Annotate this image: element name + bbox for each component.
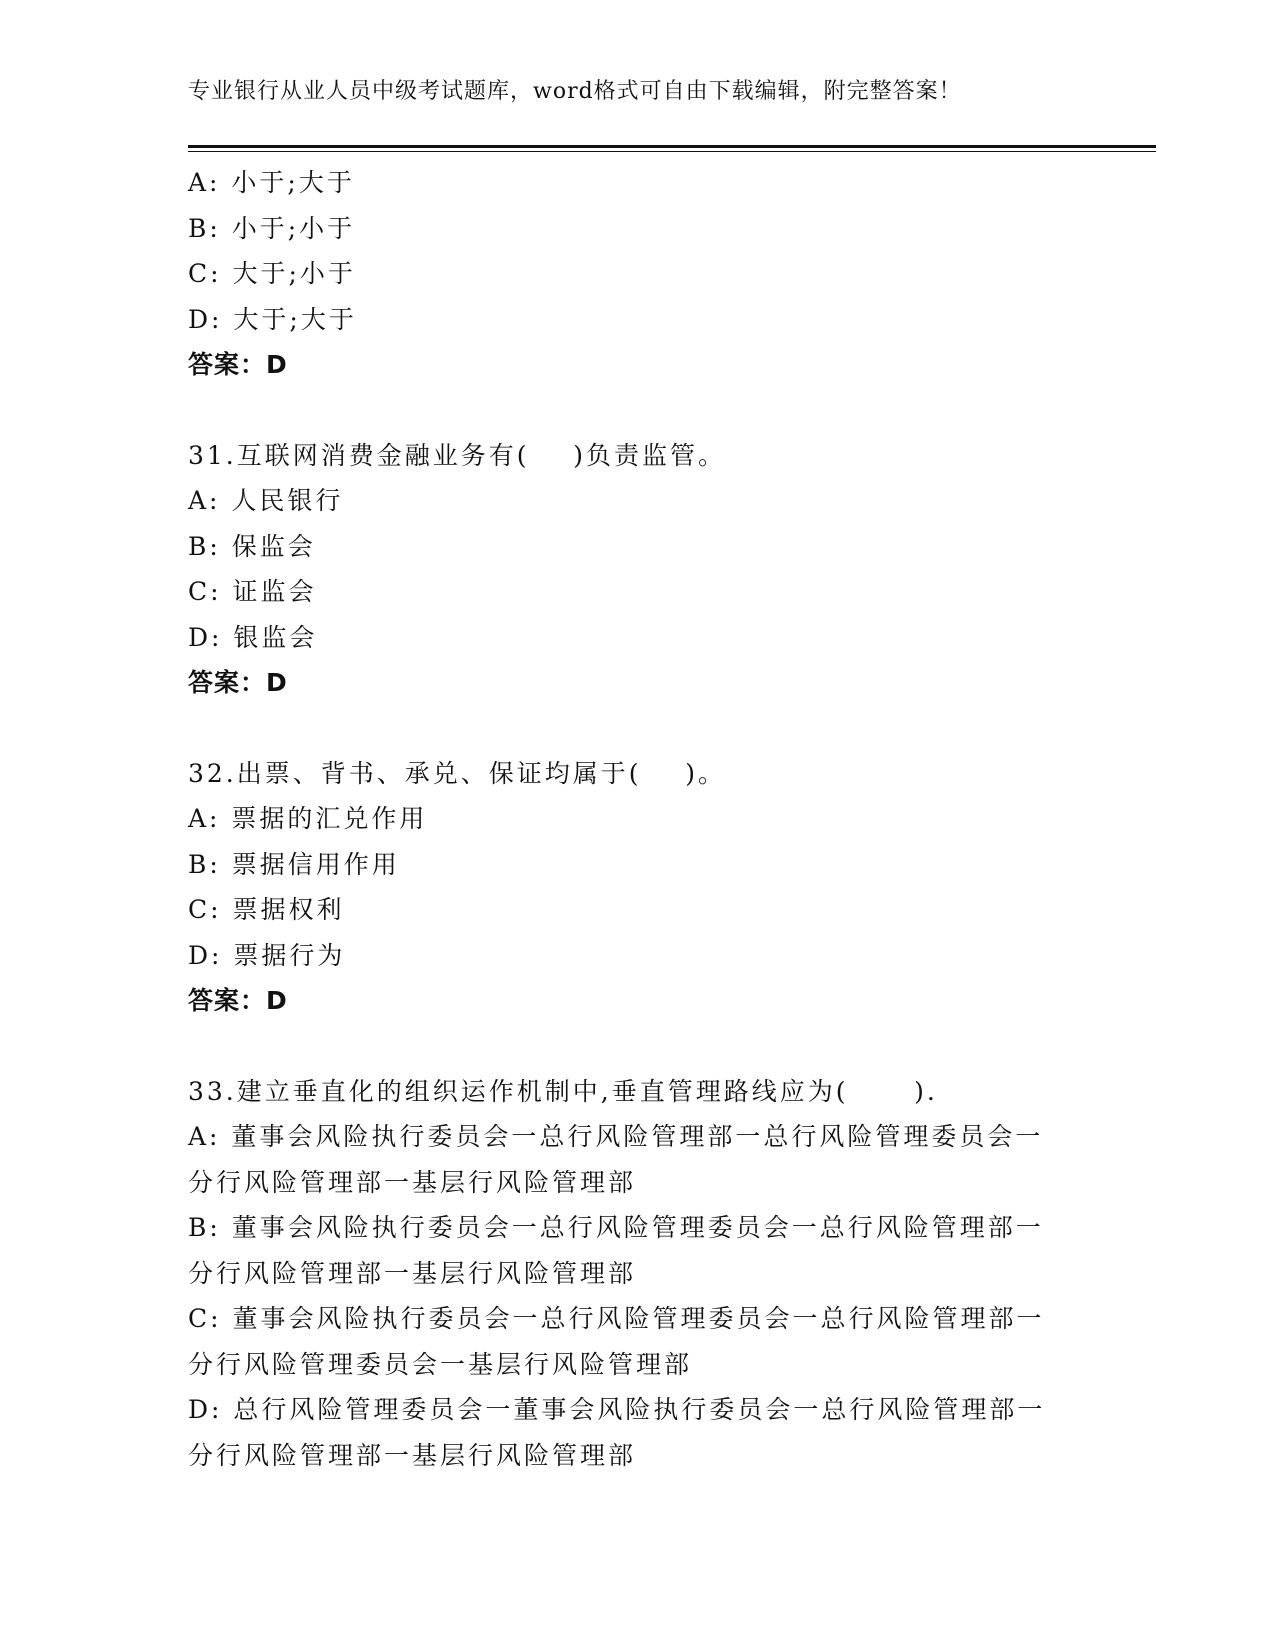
question-list: [188, 160, 1088, 1478]
option-b: B: 票据信用作用: [188, 849, 400, 879]
question-32: [188, 751, 1088, 1024]
option-b: B: 小于;小于: [188, 213, 356, 243]
option-a: A: 票据的汇兑作用: [188, 804, 428, 833]
option-a-line-2: 分行风险管理部一基层行风险管理部: [188, 1167, 637, 1197]
option-a: A: 小于;大于: [188, 168, 355, 197]
option-a: A: 人民银行: [188, 486, 344, 515]
page-header: 专业银行从业人员中级考试题库，word格式可自由下载编辑，附完整答案！: [188, 79, 962, 104]
answer: 答案：D: [188, 668, 288, 697]
option-d: D: 大于;大于: [188, 304, 357, 334]
option-c: C: 票据权利: [188, 895, 345, 924]
option-b-line-1: B: 董事会风险执行委员会一总行风险管理委员会一总行风险管理部一: [188, 1213, 1044, 1242]
option-c-line-1: C: 董事会风险执行委员会一总行风险管理委员会一总行风险管理部一: [188, 1304, 1045, 1333]
answer: 答案：D: [188, 350, 288, 379]
answer: 答案：D: [188, 986, 288, 1015]
option-b: B: 保监会: [188, 531, 316, 561]
question-stem: 32.出票、背书、承兑、保证均属于( )。: [188, 758, 727, 788]
question-30: [188, 160, 1088, 388]
question-33: [188, 1069, 1088, 1479]
option-b-line-2: 分行风险管理部一基层行风险管理部: [188, 1258, 637, 1288]
option-c: C: 大于;小于: [188, 259, 356, 288]
question-31: [188, 433, 1088, 706]
option-d-line-2: 分行风险管理部一基层行风险管理部: [188, 1440, 637, 1470]
option-d: D: 银监会: [188, 622, 318, 652]
option-d-line-1: D: 总行风险管理委员会一董事会风险执行委员会一总行风险管理部一: [188, 1395, 1046, 1424]
question-stem: 31.互联网消费金融业务有( )负责监管。: [188, 440, 727, 470]
option-d: D: 票据行为: [188, 940, 346, 970]
header-divider-thin: [188, 151, 1156, 152]
option-c: C: 证监会: [188, 577, 317, 606]
question-stem: 33.建立垂直化的组织运作机制中,垂直管理路线应为( ).: [188, 1076, 938, 1106]
option-a-line-1: A: 董事会风险执行委员会一总行风险管理部一总行风险管理委员会一: [188, 1122, 1044, 1151]
header-divider: [188, 145, 1156, 148]
option-c-line-2: 分行风险管理委员会一基层行风险管理部: [188, 1349, 693, 1379]
